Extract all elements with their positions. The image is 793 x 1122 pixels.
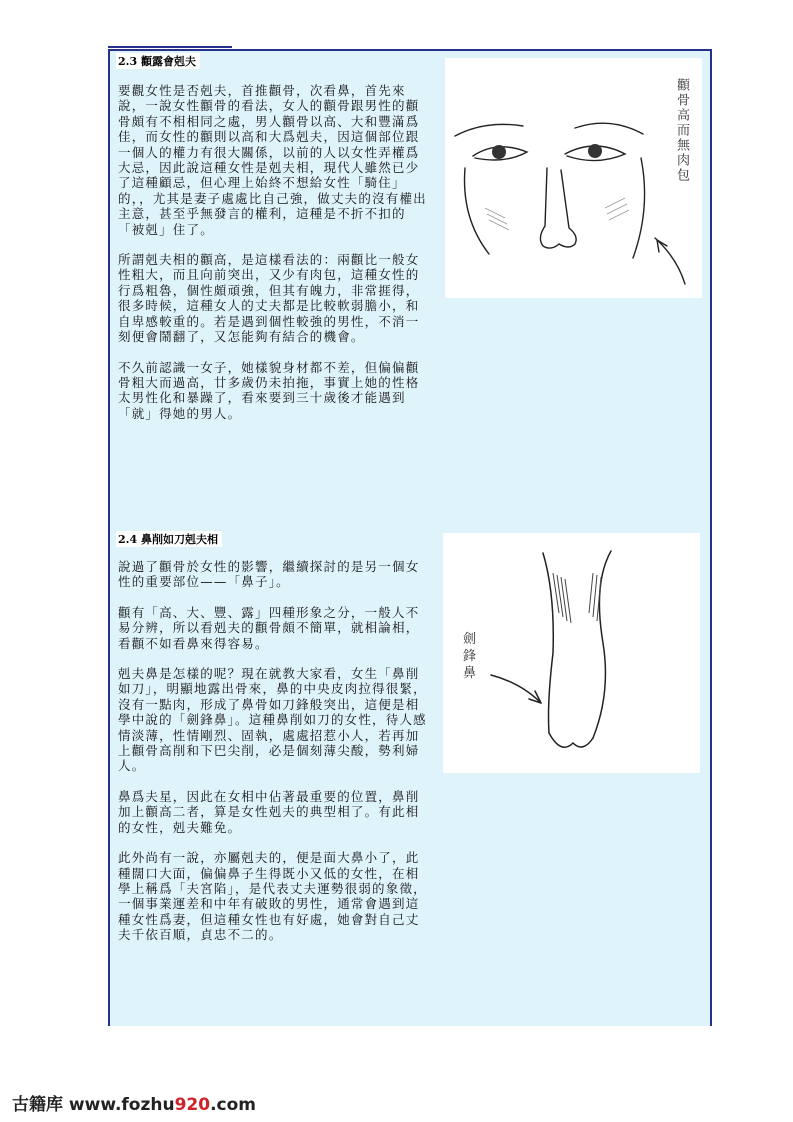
paragraph: 顴有「高、大、豐、露」四種形象之分，一般人不易分辨，所以看剋夫的顴骨頗不簡單，就相論相，看顴不如看鼻來得容易。 [118,604,420,651]
section1-top-rule [108,46,232,48]
paragraph: 不久前認識一女子，她樣貌身材都不差，但偏偏顴骨粗大而過高，廿多歲仍未拍拖，事實上她的性格太男性化和暴躁了，看來要到三十歲後才能遇到「就」得她的男人。 [118,359,420,421]
face-drawing [445,58,702,298]
paragraph: 此外尚有一說，亦屬剋夫的，便是面大鼻小了，此種闊口大面，偏偏鼻子生得既小又低的女性，在相學上稱爲「夫宮陷」，是代表丈夫運勢很弱的象徵，一個事業運差和中年有破敗的男性，通常會遇到這種女性爲妻，但這種女性也有好處，她會對自己丈夫千依百順，貞忠不二的。 [118,850,427,943]
section-body [118,559,428,958]
footer-url[interactable] [69,1095,256,1115]
paragraph: 要觀女性是否剋夫，首推顴骨，次看鼻，首先來說，一說女性顴骨的看法，女人的顴骨跟男性的顴骨頗有不相相同之處，男人顴骨以高、大和豐滿爲佳，而女性的顴則以高和大爲剋夫，因這個部位跟一個人的權力有很大關係，以前的人以女性弄權爲大忌，因此說這種女性是剋夫相，現代人雖然已少了這種顧忌，但心理上始終不想給女性「騎住」的，，尤其是妻子處處比自己強，做丈夫的沒有權出主意，甚至乎無發言的權利，這種是不折不扣的「被剋」住了。 [118,83,427,237]
site-footer [12,1090,256,1115]
url-prefix: www.fozhu [68,1095,175,1115]
face-cheekbone-illustration [445,58,702,298]
section-title: 2.4 鼻削如刀剋夫相 [116,531,222,547]
sword-nose-illustration [443,533,700,773]
section-cheekbone [108,49,712,531]
paragraph: 說過了顴骨於女性的影響，繼續探討的是另一個女性的重要部位——「鼻子」。 [118,559,420,590]
paragraph: 剋夫鼻是怎樣的呢？現在就教大家看，女生「鼻削如刀」，明顯地露出骨來，鼻的中央皮肉拉得很緊，沒有一點肉，形成了鼻骨如刀鋒般突出，這便是相學中說的「劍鋒鼻」。這種鼻削如刀的女性，待人感情淡薄，性情剛烈、固執，處處招惹小人，若再加上顴骨高削和下巴尖削，必是個刻薄尖酸，勢利婦人。 [118,666,427,774]
url-number: 920 [174,1095,211,1115]
illustration-label: 劍鋒鼻 [463,632,477,681]
footer-brand: 古籍库 [12,1095,63,1115]
illustration-label: 顴骨高而無肉包 [674,78,689,183]
paragraph: 鼻爲夫星，因此在女相中佔著最重要的位置，鼻削加上顴高二者，算是女性剋夫的典型相了。有此相的女性，剋夫難免。 [118,788,420,835]
paragraph: 所謂剋夫相的顴高，是這樣看法的：兩顴比一般女性粗大，而且向前突出，又少有肉包，這種女性的行爲粗魯，個性頗頑強，但其有魄力，非常捱得，很多時候，這種女人的丈夫都是比較軟弱膽小，和自卑感較重的。若是遇到個性較強的男性，不消一刻便會鬧翻了，又怎能夠有結合的機會。 [118,252,420,345]
section-nose [108,529,712,1026]
section-title: 2.3 顴露會剋夫 [116,53,200,69]
section-body [118,83,428,436]
nose-drawing [443,533,700,773]
url-suffix: .com [210,1095,257,1115]
